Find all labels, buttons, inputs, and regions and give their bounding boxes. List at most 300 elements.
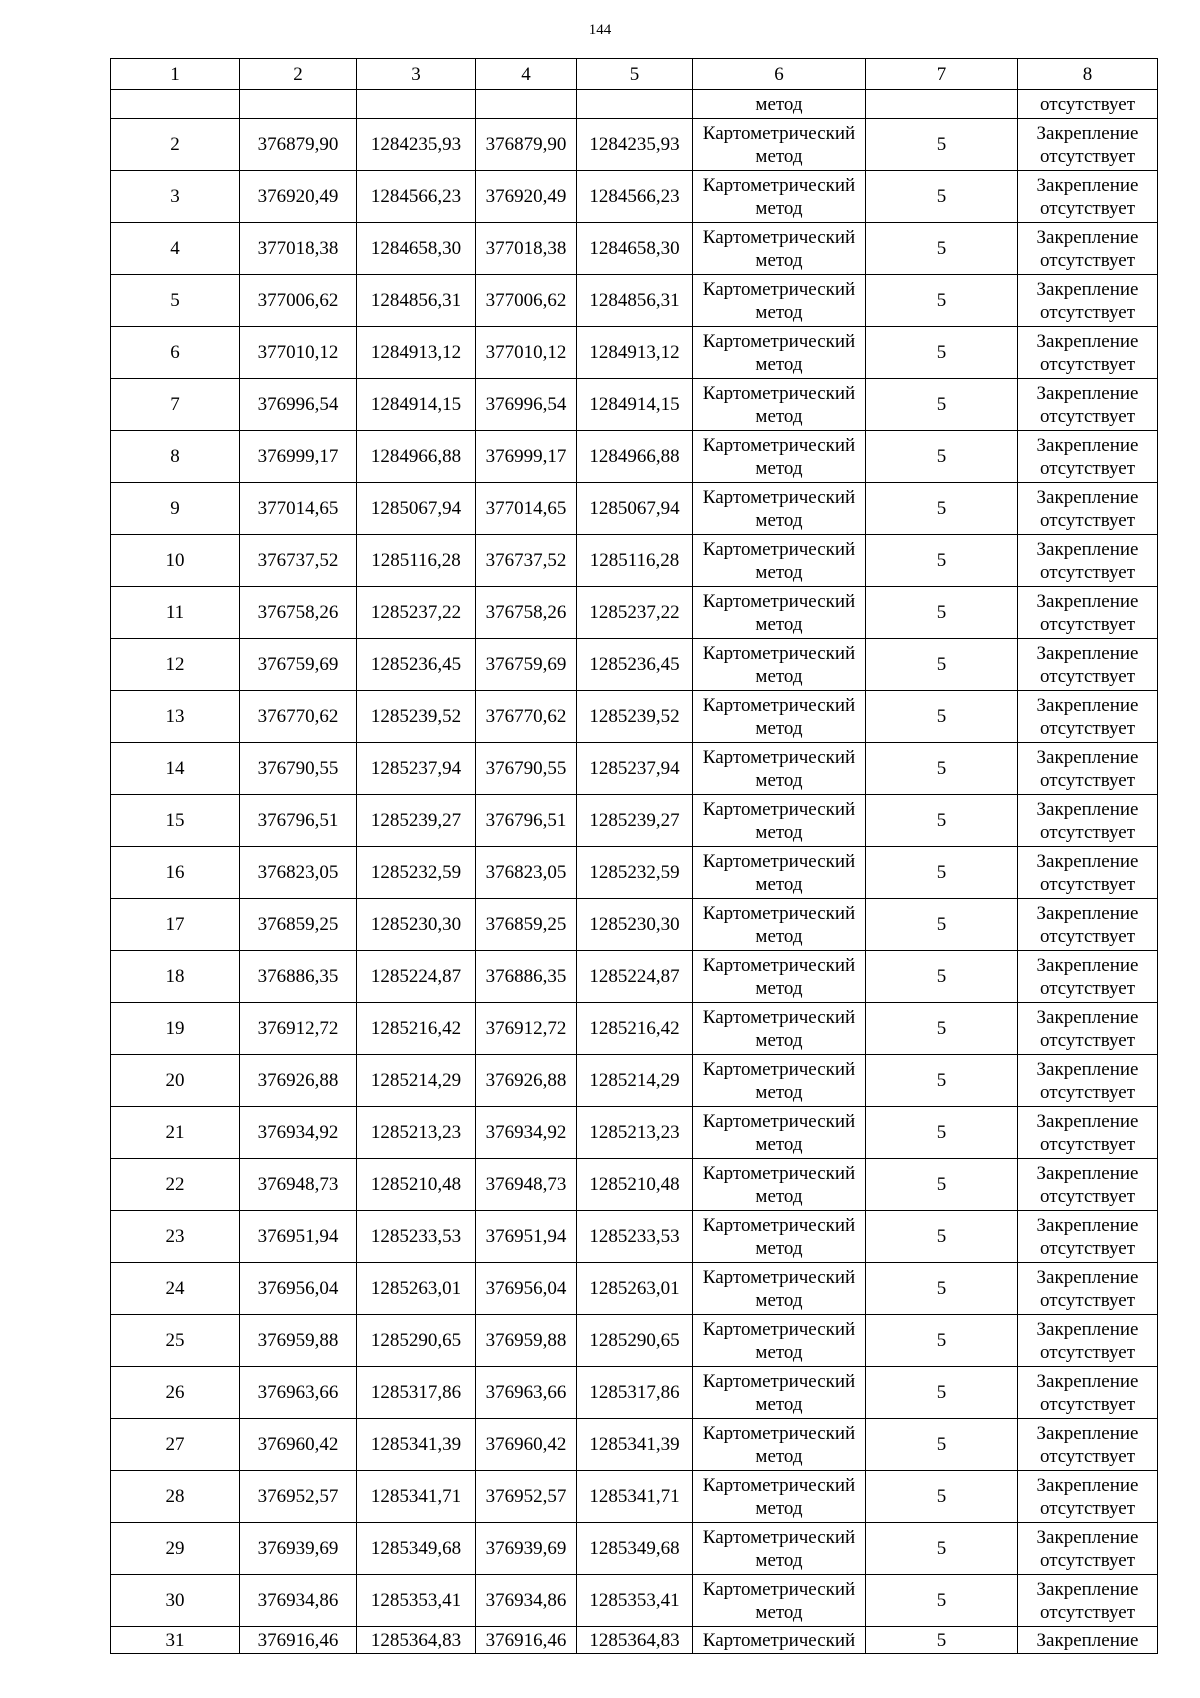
fixation-cell xyxy=(1018,535,1158,587)
cell-line: метод xyxy=(755,249,803,271)
cell-line: Картометрический xyxy=(702,226,856,248)
cell-line: Картометрический xyxy=(702,1058,856,1080)
cell-line: отсутствует xyxy=(1039,1445,1136,1467)
method-cell: метод xyxy=(693,90,866,119)
table-row xyxy=(111,587,1158,639)
y-coordinate-cell: 1285239,27 xyxy=(357,795,476,847)
fixation-cell xyxy=(1018,899,1158,951)
cell-line: метод xyxy=(755,1237,803,1259)
cell-line: Картометрический xyxy=(702,1110,856,1132)
cell-line: Картометрический xyxy=(702,1578,856,1600)
point-number-cell: 30 xyxy=(111,1575,240,1627)
y-coordinate-cell: 1285239,52 xyxy=(577,691,693,743)
accuracy-cell: 5 xyxy=(866,1523,1018,1575)
fixation-cell xyxy=(1018,119,1158,171)
cell-line: Закрепление xyxy=(1036,486,1139,508)
fixation-cell xyxy=(1018,275,1158,327)
point-number-cell: 17 xyxy=(111,899,240,951)
x-coordinate-cell: 376796,51 xyxy=(476,795,577,847)
accuracy-cell: 5 xyxy=(866,1107,1018,1159)
x-coordinate-cell: 376959,88 xyxy=(240,1315,357,1367)
fixation-cell xyxy=(1018,951,1158,1003)
cell-line: отсутствует xyxy=(1039,1133,1136,1155)
x-coordinate-cell: 376886,35 xyxy=(476,951,577,1003)
method-cell xyxy=(693,483,866,535)
y-coordinate-cell: 1285224,87 xyxy=(577,951,693,1003)
cell-line: отсутствует xyxy=(1039,405,1136,427)
point-number-cell: 29 xyxy=(111,1523,240,1575)
y-coordinate-cell: 1284856,31 xyxy=(577,275,693,327)
x-coordinate-cell: 376951,94 xyxy=(476,1211,577,1263)
y-coordinate-cell: 1285067,94 xyxy=(577,483,693,535)
fixation-cell xyxy=(1018,1575,1158,1627)
cell-line: метод xyxy=(755,1549,803,1571)
table-body xyxy=(111,59,1158,1654)
x-coordinate-cell: 376951,94 xyxy=(240,1211,357,1263)
cell-line: Закрепление xyxy=(1036,798,1139,820)
y-coordinate-cell: 1284914,15 xyxy=(577,379,693,431)
accuracy-cell: 5 xyxy=(866,1627,1018,1654)
cell-line: Картометрический xyxy=(702,850,856,872)
x-coordinate-cell: 376934,86 xyxy=(240,1575,357,1627)
point-number-cell: 24 xyxy=(111,1263,240,1315)
point-number-cell: 23 xyxy=(111,1211,240,1263)
cell-line: отсутствует xyxy=(1039,1029,1136,1051)
cell-line: Закрепление xyxy=(1036,1110,1139,1132)
cell-line: Картометрический xyxy=(702,798,856,820)
fixation-cell xyxy=(1018,1003,1158,1055)
empty-cell xyxy=(240,90,357,119)
cell-line: Закрепление xyxy=(1036,954,1139,976)
method-cell xyxy=(693,275,866,327)
x-coordinate-cell: 377006,62 xyxy=(476,275,577,327)
cell-line: Картометрический xyxy=(702,486,856,508)
point-number-cell: 22 xyxy=(111,1159,240,1211)
y-coordinate-cell: 1285233,53 xyxy=(577,1211,693,1263)
cell-line: отсутствует xyxy=(1039,1185,1136,1207)
y-coordinate-cell: 1285341,71 xyxy=(577,1471,693,1523)
y-coordinate-cell: 1284913,12 xyxy=(577,327,693,379)
table-row xyxy=(111,951,1158,1003)
header-cell: 8 xyxy=(1018,59,1158,90)
cell-line: Закрепление xyxy=(1036,330,1139,352)
x-coordinate-cell: 376823,05 xyxy=(240,847,357,899)
y-coordinate-cell: 1285067,94 xyxy=(357,483,476,535)
fixation-cell xyxy=(1018,587,1158,639)
method-cell xyxy=(693,1211,866,1263)
y-coordinate-cell: 1285237,22 xyxy=(577,587,693,639)
x-coordinate-cell: 376960,42 xyxy=(476,1419,577,1471)
x-coordinate-cell: 376879,90 xyxy=(240,119,357,171)
cell-line: Закрепление xyxy=(1036,1058,1139,1080)
cell-line: отсутствует xyxy=(1039,873,1136,895)
method-cell xyxy=(693,327,866,379)
cell-line: Закрепление xyxy=(1036,174,1139,196)
y-coordinate-cell: 1284856,31 xyxy=(357,275,476,327)
accuracy-cell: 5 xyxy=(866,483,1018,535)
cell-line: метод xyxy=(755,821,803,843)
cell-line: метод xyxy=(755,197,803,219)
table-row xyxy=(111,1419,1158,1471)
fixation-cell xyxy=(1018,327,1158,379)
x-coordinate-cell: 376796,51 xyxy=(240,795,357,847)
accuracy-cell: 5 xyxy=(866,1263,1018,1315)
point-number-cell: 6 xyxy=(111,327,240,379)
x-coordinate-cell: 376758,26 xyxy=(476,587,577,639)
method-cell xyxy=(693,951,866,1003)
accuracy-cell: 5 xyxy=(866,535,1018,587)
cell-line: отсутствует xyxy=(1039,1497,1136,1519)
cell-line: отсутствует xyxy=(1039,457,1136,479)
fixation-cell xyxy=(1018,743,1158,795)
cell-line: Закрепление xyxy=(1036,1370,1139,1392)
cell-line: метод xyxy=(755,665,803,687)
y-coordinate-cell: 1285317,86 xyxy=(577,1367,693,1419)
x-coordinate-cell: 376770,62 xyxy=(476,691,577,743)
fixation-cell xyxy=(1018,431,1158,483)
table-row xyxy=(111,327,1158,379)
accuracy-cell: 5 xyxy=(866,691,1018,743)
x-coordinate-cell: 376912,72 xyxy=(240,1003,357,1055)
fixation-cell xyxy=(1018,1523,1158,1575)
y-coordinate-cell: 1285216,42 xyxy=(357,1003,476,1055)
x-coordinate-cell: 376999,17 xyxy=(476,431,577,483)
cell-line: отсутствует xyxy=(1039,197,1136,219)
point-number-cell: 2 xyxy=(111,119,240,171)
point-number-cell: 13 xyxy=(111,691,240,743)
cell-line: отсутствует xyxy=(1039,925,1136,947)
table-row xyxy=(111,535,1158,587)
y-coordinate-cell: 1285232,59 xyxy=(577,847,693,899)
cell-line: метод xyxy=(755,353,803,375)
y-coordinate-cell: 1284658,30 xyxy=(577,223,693,275)
y-coordinate-cell: 1285349,68 xyxy=(357,1523,476,1575)
y-coordinate-cell: 1284566,23 xyxy=(357,171,476,223)
cell-line: Закрепление xyxy=(1036,1006,1139,1028)
cell-line: Картометрический xyxy=(702,1318,856,1340)
point-number-cell: 14 xyxy=(111,743,240,795)
table-row xyxy=(111,1107,1158,1159)
y-coordinate-cell: 1285237,22 xyxy=(357,587,476,639)
method-cell xyxy=(693,431,866,483)
y-coordinate-cell: 1284235,93 xyxy=(577,119,693,171)
cell-line: метод xyxy=(755,1289,803,1311)
point-number-cell: 25 xyxy=(111,1315,240,1367)
cell-line: Закрепление xyxy=(1036,902,1139,924)
cell-line: Картометрический xyxy=(702,382,856,404)
method-cell xyxy=(693,1263,866,1315)
point-number-cell: 9 xyxy=(111,483,240,535)
cell-line: метод xyxy=(755,1185,803,1207)
y-coordinate-cell: 1285116,28 xyxy=(577,535,693,587)
empty-cell xyxy=(476,90,577,119)
cell-line: метод xyxy=(755,1497,803,1519)
x-coordinate-cell: 376737,52 xyxy=(476,535,577,587)
y-coordinate-cell: 1285263,01 xyxy=(577,1263,693,1315)
x-coordinate-cell: 376759,69 xyxy=(240,639,357,691)
accuracy-cell: 5 xyxy=(866,1211,1018,1263)
header-cell: 3 xyxy=(357,59,476,90)
y-coordinate-cell: 1284235,93 xyxy=(357,119,476,171)
cell-line: Закрепление xyxy=(1036,1422,1139,1444)
accuracy-cell: 5 xyxy=(866,275,1018,327)
cell-line: метод xyxy=(755,1341,803,1363)
y-coordinate-cell: 1285341,39 xyxy=(577,1419,693,1471)
table-row xyxy=(111,1523,1158,1575)
table-row xyxy=(111,639,1158,691)
cell-line: Закрепление xyxy=(1036,1266,1139,1288)
cell-line: Закрепление xyxy=(1036,538,1139,560)
y-coordinate-cell: 1285236,45 xyxy=(357,639,476,691)
point-number-cell: 3 xyxy=(111,171,240,223)
empty-cell xyxy=(357,90,476,119)
x-coordinate-cell: 376912,72 xyxy=(476,1003,577,1055)
x-coordinate-cell: 376920,49 xyxy=(240,171,357,223)
point-number-cell: 8 xyxy=(111,431,240,483)
cell-line: Закрепление xyxy=(1036,1214,1139,1236)
x-coordinate-cell: 376934,86 xyxy=(476,1575,577,1627)
x-coordinate-cell: 376926,88 xyxy=(476,1055,577,1107)
cell-line: Картометрический xyxy=(702,434,856,456)
header-cell: 4 xyxy=(476,59,577,90)
empty-cell xyxy=(111,90,240,119)
accuracy-cell: 5 xyxy=(866,743,1018,795)
y-coordinate-cell: 1284913,12 xyxy=(357,327,476,379)
cell-line: Закрепление xyxy=(1036,1474,1139,1496)
y-coordinate-cell: 1285364,83 xyxy=(577,1627,693,1654)
y-coordinate-cell: 1284966,88 xyxy=(357,431,476,483)
table-row xyxy=(111,379,1158,431)
method-cell xyxy=(693,1055,866,1107)
fixation-cell xyxy=(1018,691,1158,743)
y-coordinate-cell: 1285290,65 xyxy=(357,1315,476,1367)
cell-line: Картометрический xyxy=(702,174,856,196)
y-coordinate-cell: 1285224,87 xyxy=(357,951,476,1003)
y-coordinate-cell: 1285237,94 xyxy=(357,743,476,795)
y-coordinate-cell: 1285239,27 xyxy=(577,795,693,847)
method-cell xyxy=(693,587,866,639)
cell-line: метод xyxy=(755,301,803,323)
accuracy-cell: 5 xyxy=(866,1315,1018,1367)
cell-line: Закрепление xyxy=(1036,642,1139,664)
x-coordinate-cell: 376996,54 xyxy=(476,379,577,431)
cell-line: Картометрический xyxy=(702,642,856,664)
y-coordinate-cell: 1285341,39 xyxy=(357,1419,476,1471)
accuracy-cell: 5 xyxy=(866,639,1018,691)
cell-line: метод xyxy=(755,1081,803,1103)
method-cell xyxy=(693,1315,866,1367)
cell-line: метод xyxy=(755,1601,803,1623)
empty-cell xyxy=(577,90,693,119)
x-coordinate-cell: 376999,17 xyxy=(240,431,357,483)
cell-line: метод xyxy=(755,509,803,531)
empty-cell xyxy=(866,90,1018,119)
table-row xyxy=(111,847,1158,899)
fixation-cell xyxy=(1018,1211,1158,1263)
cell-line: Закрепление xyxy=(1036,434,1139,456)
table-row xyxy=(111,1367,1158,1419)
cell-line: Закрепление xyxy=(1036,1318,1139,1340)
accuracy-cell: 5 xyxy=(866,1471,1018,1523)
continuation-row xyxy=(111,90,1158,119)
fixation-cell xyxy=(1018,847,1158,899)
method-cell xyxy=(693,1419,866,1471)
x-coordinate-cell: 377010,12 xyxy=(476,327,577,379)
table-row xyxy=(111,899,1158,951)
y-coordinate-cell: 1285349,68 xyxy=(577,1523,693,1575)
cell-line: отсутствует xyxy=(1039,1289,1136,1311)
point-number-cell: 26 xyxy=(111,1367,240,1419)
fixation-cell xyxy=(1018,223,1158,275)
cell-line: Картометрический xyxy=(702,590,856,612)
method-cell xyxy=(693,899,866,951)
cell-line: Картометрический xyxy=(702,1006,856,1028)
method-cell xyxy=(693,1003,866,1055)
cell-line: метод xyxy=(755,873,803,895)
x-coordinate-cell: 376926,88 xyxy=(240,1055,357,1107)
accuracy-cell: 5 xyxy=(866,1055,1018,1107)
cell-line: Картометрический xyxy=(702,1214,856,1236)
fixation-cell: Закрепление xyxy=(1018,1627,1158,1654)
cell-line: отсутствует xyxy=(1039,509,1136,531)
fixation-cell xyxy=(1018,1107,1158,1159)
y-coordinate-cell: 1285364,83 xyxy=(357,1627,476,1654)
accuracy-cell: 5 xyxy=(866,1159,1018,1211)
point-number-cell: 27 xyxy=(111,1419,240,1471)
cell-line: отсутствует xyxy=(1039,1393,1136,1415)
y-coordinate-cell: 1285353,41 xyxy=(357,1575,476,1627)
method-cell xyxy=(693,795,866,847)
y-coordinate-cell: 1285230,30 xyxy=(577,899,693,951)
x-coordinate-cell: 376963,66 xyxy=(476,1367,577,1419)
x-coordinate-cell: 376956,04 xyxy=(476,1263,577,1315)
x-coordinate-cell: 376952,57 xyxy=(476,1471,577,1523)
table-row xyxy=(111,691,1158,743)
cell-line: отсутствует xyxy=(1039,1549,1136,1571)
x-coordinate-cell: 376758,26 xyxy=(240,587,357,639)
accuracy-cell: 5 xyxy=(866,223,1018,275)
table-row xyxy=(111,1627,1158,1654)
cell-line: отсутствует xyxy=(1039,769,1136,791)
header-cell: 5 xyxy=(577,59,693,90)
y-coordinate-cell: 1285239,52 xyxy=(357,691,476,743)
y-coordinate-cell: 1285230,30 xyxy=(357,899,476,951)
header-cell: 7 xyxy=(866,59,1018,90)
point-number-cell: 7 xyxy=(111,379,240,431)
cell-line: отсутствует xyxy=(1039,1601,1136,1623)
cell-line: Картометрический xyxy=(702,122,856,144)
cell-line: метод xyxy=(755,613,803,635)
cell-line: метод xyxy=(755,1445,803,1467)
y-coordinate-cell: 1285290,65 xyxy=(577,1315,693,1367)
accuracy-cell: 5 xyxy=(866,1575,1018,1627)
fixation-cell xyxy=(1018,379,1158,431)
cell-line: метод xyxy=(755,925,803,947)
y-coordinate-cell: 1285116,28 xyxy=(357,535,476,587)
method-cell xyxy=(693,171,866,223)
y-coordinate-cell: 1285237,94 xyxy=(577,743,693,795)
cell-line: Картометрический xyxy=(702,1266,856,1288)
point-number-cell: 16 xyxy=(111,847,240,899)
cell-line: Закрепление xyxy=(1036,850,1139,872)
cell-line: отсутствует xyxy=(1039,249,1136,271)
accuracy-cell: 5 xyxy=(866,379,1018,431)
y-coordinate-cell: 1284566,23 xyxy=(577,171,693,223)
header-cell: 2 xyxy=(240,59,357,90)
cell-line: Закрепление xyxy=(1036,590,1139,612)
accuracy-cell: 5 xyxy=(866,951,1018,1003)
point-number-cell: 10 xyxy=(111,535,240,587)
y-coordinate-cell: 1285216,42 xyxy=(577,1003,693,1055)
table-row xyxy=(111,275,1158,327)
method-cell xyxy=(693,1471,866,1523)
table-row xyxy=(111,223,1158,275)
x-coordinate-cell: 376952,57 xyxy=(240,1471,357,1523)
x-coordinate-cell: 376959,88 xyxy=(476,1315,577,1367)
cell-line: отсутствует xyxy=(1039,353,1136,375)
cell-line: Картометрический xyxy=(702,1162,856,1184)
y-coordinate-cell: 1285214,29 xyxy=(357,1055,476,1107)
y-coordinate-cell: 1285317,86 xyxy=(357,1367,476,1419)
fixation-cell xyxy=(1018,483,1158,535)
x-coordinate-cell: 376996,54 xyxy=(240,379,357,431)
fixation-cell xyxy=(1018,1315,1158,1367)
cell-line: отсутствует xyxy=(1039,665,1136,687)
cell-line: Картометрический xyxy=(702,1422,856,1444)
x-coordinate-cell: 376859,25 xyxy=(240,899,357,951)
y-coordinate-cell: 1284658,30 xyxy=(357,223,476,275)
cell-line: отсутствует xyxy=(1039,717,1136,739)
accuracy-cell: 5 xyxy=(866,1367,1018,1419)
y-coordinate-cell: 1285213,23 xyxy=(357,1107,476,1159)
table-row xyxy=(111,1471,1158,1523)
method-cell xyxy=(693,119,866,171)
accuracy-cell: 5 xyxy=(866,795,1018,847)
table-row xyxy=(111,483,1158,535)
x-coordinate-cell: 376963,66 xyxy=(240,1367,357,1419)
method-cell: Картометрический xyxy=(693,1627,866,1654)
fixation-cell xyxy=(1018,1055,1158,1107)
point-number-cell: 18 xyxy=(111,951,240,1003)
method-cell xyxy=(693,223,866,275)
cell-line: метод xyxy=(755,561,803,583)
cell-line: Картометрический xyxy=(702,746,856,768)
method-cell xyxy=(693,1159,866,1211)
method-cell xyxy=(693,1575,866,1627)
y-coordinate-cell: 1284914,15 xyxy=(357,379,476,431)
x-coordinate-cell: 377006,62 xyxy=(240,275,357,327)
cell-line: метод xyxy=(755,717,803,739)
x-coordinate-cell: 377014,65 xyxy=(476,483,577,535)
cell-line: Картометрический xyxy=(702,1526,856,1548)
point-number-cell: 5 xyxy=(111,275,240,327)
y-coordinate-cell: 1284966,88 xyxy=(577,431,693,483)
accuracy-cell: 5 xyxy=(866,899,1018,951)
x-coordinate-cell: 376790,55 xyxy=(476,743,577,795)
x-coordinate-cell: 376956,04 xyxy=(240,1263,357,1315)
x-coordinate-cell: 376859,25 xyxy=(476,899,577,951)
accuracy-cell: 5 xyxy=(866,847,1018,899)
accuracy-cell: 5 xyxy=(866,171,1018,223)
cell-line: Картометрический xyxy=(702,902,856,924)
table-row xyxy=(111,1211,1158,1263)
accuracy-cell: 5 xyxy=(866,327,1018,379)
cell-line: отсутствует xyxy=(1039,1237,1136,1259)
y-coordinate-cell: 1285210,48 xyxy=(357,1159,476,1211)
fixation-cell xyxy=(1018,1471,1158,1523)
y-coordinate-cell: 1285263,01 xyxy=(357,1263,476,1315)
point-number-cell: 28 xyxy=(111,1471,240,1523)
